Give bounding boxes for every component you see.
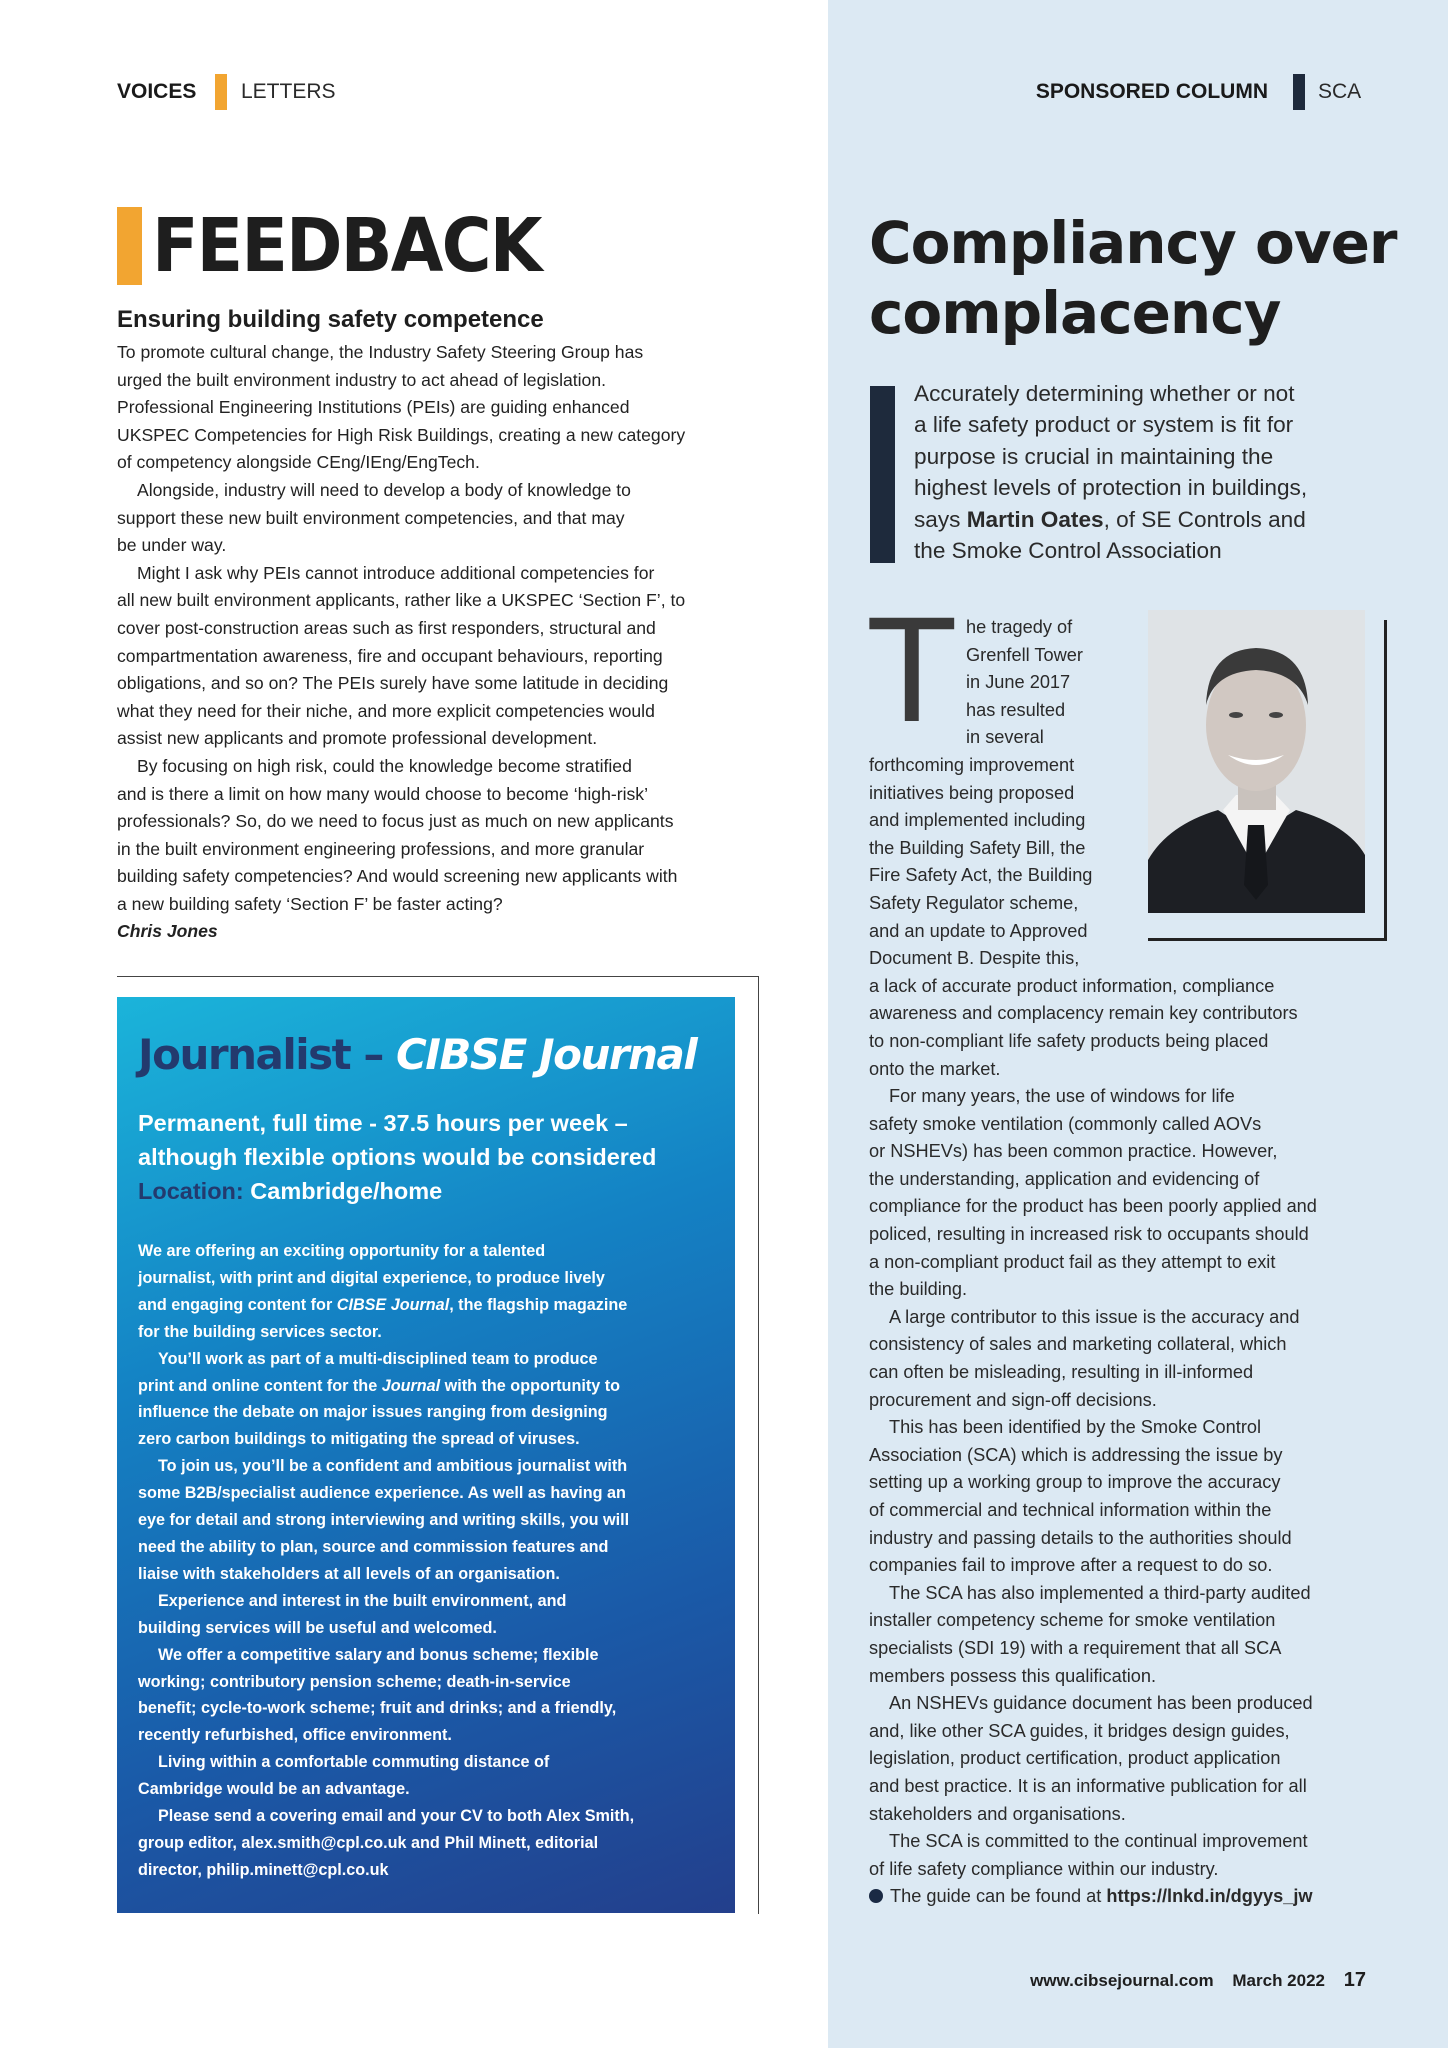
text-line: director, philip.minett@cpl.co.uk bbox=[138, 1860, 389, 1879]
text-line: and an update to Approved bbox=[869, 920, 1088, 941]
text-line: be under way. bbox=[117, 535, 227, 556]
sponsored-label bbox=[1036, 79, 1268, 105]
text-line: for the building services sector. bbox=[138, 1322, 382, 1341]
text-line: Cambridge would be an advantage. bbox=[138, 1780, 410, 1799]
text-line: urged the built environment industry to act ahead of legislation. bbox=[117, 369, 607, 390]
text-line: the understanding, application and evidencing of bbox=[869, 1168, 1260, 1189]
text-line: Alongside, industry will need to develop a body of knowledge to bbox=[137, 479, 631, 500]
text-line: or NSHEVs) has been common practice. However, bbox=[869, 1141, 1278, 1162]
text-line: companies fail to improve after a request to do so. bbox=[869, 1555, 1273, 1576]
text-line: eye for detail and strong interviewing and writing skills, you will bbox=[138, 1511, 630, 1530]
issue-date: March 2022 bbox=[1232, 1971, 1326, 1990]
paragraph bbox=[138, 1588, 634, 1642]
location-label: Location: bbox=[138, 1178, 251, 1204]
text-span: with the opportunity to bbox=[440, 1376, 620, 1395]
text-line: assist new applicants and promote professional development. bbox=[117, 728, 598, 749]
text-line: The SCA is committed to the continual improvement bbox=[889, 1831, 1308, 1852]
text-span: print and online content for the bbox=[138, 1376, 382, 1395]
text-line: compliance for the product has been poorly applied and bbox=[869, 1196, 1317, 1217]
text-line: and, like other SCA guides, it bridges design guides, bbox=[869, 1720, 1290, 1741]
italic-text: CIBSE Journal bbox=[336, 1295, 450, 1314]
paragraph bbox=[869, 1083, 1317, 1304]
text-line: compartmentation awareness, fire and occupant behaviours, reporting bbox=[117, 645, 663, 666]
job-description bbox=[138, 1238, 634, 1884]
paragraph bbox=[117, 560, 685, 753]
guide-text: The guide can be found at bbox=[890, 1886, 1107, 1907]
author-photo bbox=[1148, 610, 1365, 913]
section-divider bbox=[215, 74, 227, 110]
paragraph bbox=[138, 1346, 634, 1454]
text-line: he tragedy of bbox=[966, 617, 1073, 637]
text-line: Might I ask why PEIs cannot introduce additional competencies for bbox=[137, 562, 655, 583]
website[interactable]: www.cibsejournal.com bbox=[1030, 1971, 1214, 1990]
section-divider bbox=[1293, 74, 1305, 110]
text-line: building safety competencies? And would screening new applicants with bbox=[117, 866, 678, 887]
text-line: Experience and interest in the built environment, and bbox=[158, 1591, 567, 1610]
paragraph bbox=[138, 1803, 634, 1884]
text-line: benefit; cycle-to-work scheme; fruit and drinks; and a friendly, bbox=[138, 1699, 617, 1718]
text-span: , of SE Controls and bbox=[1103, 506, 1306, 532]
drop-cap: T bbox=[866, 585, 958, 753]
text-line: Professional Engineering Institutions (PEIs) are guiding enhanced bbox=[117, 397, 630, 418]
page-number: 17 bbox=[1343, 1969, 1366, 1991]
letter-heading: Ensuring building safety competence bbox=[117, 306, 544, 333]
location-value: Cambridge/home bbox=[250, 1178, 443, 1204]
job-flexibility: although flexible options would be considered bbox=[138, 1144, 657, 1170]
text-line: awareness and complacency remain key contributors bbox=[869, 1003, 1298, 1024]
text-line: the Building Safety Bill, the bbox=[869, 837, 1086, 858]
text-line: Living within a comfortable commuting distance of bbox=[158, 1753, 550, 1772]
text-line: influence the debate on major issues ranging from designing bbox=[138, 1403, 608, 1422]
text-line: Fire Safety Act, the Building bbox=[869, 865, 1093, 886]
paragraph bbox=[869, 1690, 1317, 1828]
text-line: Association (SCA) which is addressing the issue by bbox=[869, 1444, 1283, 1465]
text-line: and implemented including bbox=[869, 810, 1086, 831]
ad-frame-right bbox=[758, 976, 759, 1914]
text-line: in the built environment engineering professions, and more granular bbox=[117, 838, 645, 859]
paragraph bbox=[117, 339, 685, 477]
text-line: UKSPEC Competencies for High Risk Buildings, creating a new category bbox=[117, 424, 686, 445]
text-line: recently refurbished, office environment. bbox=[138, 1726, 452, 1745]
sponsored-name: SPONSORED COLUMN bbox=[1035, 80, 1268, 103]
photo-frame bbox=[1384, 620, 1387, 941]
text-span: and engaging content for bbox=[138, 1295, 337, 1314]
text-line: a lack of accurate product information, compliance bbox=[869, 975, 1275, 996]
text-line: liaise with stakeholders at all levels of an organisation. bbox=[138, 1564, 560, 1583]
paragraph bbox=[869, 1414, 1317, 1580]
text-line: initiatives being proposed bbox=[869, 782, 1075, 803]
text-line: Document B. Despite this, bbox=[869, 948, 1080, 969]
text-line: in June 2017 bbox=[966, 672, 1071, 693]
text-line: to non-compliant life safety products being placed bbox=[869, 1030, 1269, 1051]
text-line: zero carbon buildings to mitigating the spread of viruses. bbox=[138, 1430, 580, 1449]
paragraph bbox=[117, 477, 685, 560]
title-line: Compliancy over bbox=[869, 209, 1397, 277]
text-line: some B2B/specialist audience experience. As well as having an bbox=[138, 1484, 626, 1503]
text-line: To promote cultural change, the Industry Safety Steering Group has bbox=[117, 342, 644, 362]
text-line: what they need for their niche, and more explicit competencies would bbox=[117, 700, 655, 721]
text-line: the Smoke Control Association bbox=[914, 538, 1222, 564]
text-line: We are offering an exciting opportunity for a talented bbox=[138, 1242, 546, 1260]
text-line: of life safety compliance within our industry. bbox=[869, 1858, 1219, 1879]
text-line: the building. bbox=[869, 1279, 968, 1300]
text-line: procurement and sign-off decisions. bbox=[869, 1389, 1157, 1410]
job-role: Journalist – bbox=[138, 1030, 396, 1079]
paragraph bbox=[138, 1749, 634, 1803]
paragraph bbox=[138, 1238, 634, 1346]
article-standfirst bbox=[914, 378, 1307, 566]
section-name: VOICES bbox=[117, 80, 197, 103]
ad-frame-top bbox=[117, 976, 759, 977]
text-line: and best practice. It is an informative publication for all bbox=[869, 1775, 1307, 1796]
text-span: says bbox=[914, 506, 967, 532]
text-line: need the ability to plan, source and commission features and bbox=[138, 1537, 609, 1556]
text-line: This has been identified by the Smoke Control bbox=[889, 1417, 1262, 1438]
italic-text: Journal bbox=[381, 1376, 441, 1395]
text-line: An NSHEVs guidance document has been produced bbox=[889, 1693, 1313, 1714]
text-line: The SCA has also implemented a third-party audited bbox=[889, 1582, 1311, 1603]
text-line: stakeholders and organisations. bbox=[869, 1803, 1126, 1824]
text-line: onto the market. bbox=[869, 1058, 1001, 1079]
text-line: Please send a covering email and your CV to both Alex Smith, bbox=[158, 1807, 635, 1826]
standfirst-accent-bar bbox=[870, 386, 895, 563]
text-line: building services will be useful and welcomed. bbox=[138, 1618, 497, 1637]
bullet-icon bbox=[869, 1889, 883, 1903]
paragraph bbox=[869, 1580, 1317, 1690]
text-line bbox=[138, 1292, 634, 1319]
text-line: policed, resulting in increased risk to occupants should bbox=[869, 1224, 1309, 1245]
text-line: industry and passing details to the authorities should bbox=[869, 1527, 1292, 1548]
paragraph bbox=[117, 753, 685, 919]
text-line: forthcoming improvement bbox=[869, 754, 1075, 775]
text-line: Grenfell Tower bbox=[966, 644, 1083, 665]
paragraph bbox=[138, 1642, 634, 1750]
text-line: installer competency scheme for smoke ventilation bbox=[869, 1610, 1276, 1631]
text-line: has resulted bbox=[966, 699, 1066, 720]
title-line: complacency bbox=[869, 279, 1281, 347]
subsection-label: LETTERS bbox=[241, 80, 336, 103]
text-span: , the flagship magazine bbox=[449, 1295, 628, 1314]
text-line: safety smoke ventilation (commonly called AOVs bbox=[869, 1113, 1262, 1134]
text-line: group editor, alex.smith@cpl.co.uk and Phil Minett, editorial bbox=[138, 1833, 599, 1852]
text-line: You’ll work as part of a multi-disciplined team to produce bbox=[158, 1349, 598, 1368]
text-line: all new built environment applicants, rather like a UKSPEC ‘Section F’, to bbox=[117, 590, 686, 611]
letter-body bbox=[117, 339, 685, 946]
paragraph bbox=[869, 1828, 1317, 1883]
text-line: of competency alongside CEng/IEng/EngTech. bbox=[117, 452, 480, 473]
text-line: specialists (SDI 19) with a requirement that all SCA bbox=[869, 1637, 1282, 1658]
paragraph bbox=[869, 1304, 1317, 1414]
text-line bbox=[914, 504, 1307, 535]
job-title bbox=[138, 1030, 696, 1079]
job-terms bbox=[138, 1106, 656, 1208]
text-line: working; contributory pension scheme; death-in-service bbox=[138, 1672, 571, 1691]
guide-note bbox=[869, 1883, 1317, 1911]
article-title bbox=[869, 208, 1397, 348]
text-line: highest levels of protection in buildings, bbox=[914, 475, 1308, 501]
text-line: obligations, and so on? The PEIs surely have some latitude in deciding bbox=[117, 673, 669, 694]
text-line: By focusing on high risk, could the knowledge become stratified bbox=[137, 755, 632, 776]
text-line: members possess this qualification. bbox=[869, 1665, 1157, 1686]
text-line: can often be misleading, resulting in ill-informed bbox=[869, 1362, 1254, 1383]
bold-text: Martin Oates bbox=[966, 506, 1104, 532]
text-line: in several bbox=[966, 727, 1044, 748]
feedback-accent-bar bbox=[117, 207, 142, 285]
text-line: setting up a working group to improve the accuracy bbox=[869, 1472, 1281, 1493]
page-footer bbox=[1016, 1969, 1366, 1992]
text-line: consistency of sales and marketing collateral, which bbox=[869, 1334, 1287, 1355]
sponsor-label: SCA bbox=[1318, 80, 1362, 103]
section-label bbox=[117, 79, 196, 105]
text-line: journalist, with print and digital experience, to produce lively bbox=[138, 1268, 605, 1287]
job-hours: Permanent, full time - 37.5 hours per week – bbox=[138, 1110, 628, 1136]
guide-link[interactable]: https://lnkd.in/dgyys_jw bbox=[1106, 1886, 1313, 1907]
text-line: purpose is crucial in maintaining the bbox=[914, 443, 1274, 469]
text-line: A large contributor to this issue is the accuracy and bbox=[889, 1306, 1300, 1327]
photo-frame bbox=[1148, 938, 1387, 941]
text-line: support these new built environment competencies, and that may bbox=[117, 507, 625, 528]
job-publication: CIBSE Journal bbox=[395, 1030, 697, 1079]
text-line: Safety Regulator scheme, bbox=[869, 892, 1079, 913]
text-line: To join us, you’ll be a confident and ambitious journalist with bbox=[158, 1457, 628, 1476]
text-line: professionals? So, do we need to focus just as much on new applicants bbox=[117, 811, 674, 832]
text-line: a life safety product or system is fit for bbox=[914, 412, 1294, 438]
text-line: a non-compliant product fail as they attempt to exit bbox=[869, 1251, 1276, 1272]
paragraph bbox=[138, 1453, 634, 1588]
text-line: legislation, product certification, product application bbox=[869, 1748, 1281, 1769]
job-location bbox=[138, 1174, 656, 1208]
text-line: cover post-construction areas such as first responders, structural and bbox=[117, 617, 656, 638]
letter-signature: Chris Jones bbox=[117, 921, 218, 942]
text-line: For many years, the use of windows for life bbox=[889, 1086, 1235, 1107]
text-line: We offer a competitive salary and bonus scheme; flexible bbox=[158, 1645, 599, 1664]
text-line: of commercial and technical information within the bbox=[869, 1500, 1272, 1520]
text-line bbox=[138, 1373, 634, 1400]
feedback-title: FEEDBACK bbox=[152, 203, 541, 289]
text-line: Accurately determining whether or not bbox=[914, 381, 1295, 406]
text-line: a new building safety ‘Section F’ be faster acting? bbox=[117, 893, 503, 914]
text-line: and is there a limit on how many would choose to become ‘high-risk’ bbox=[117, 783, 649, 804]
